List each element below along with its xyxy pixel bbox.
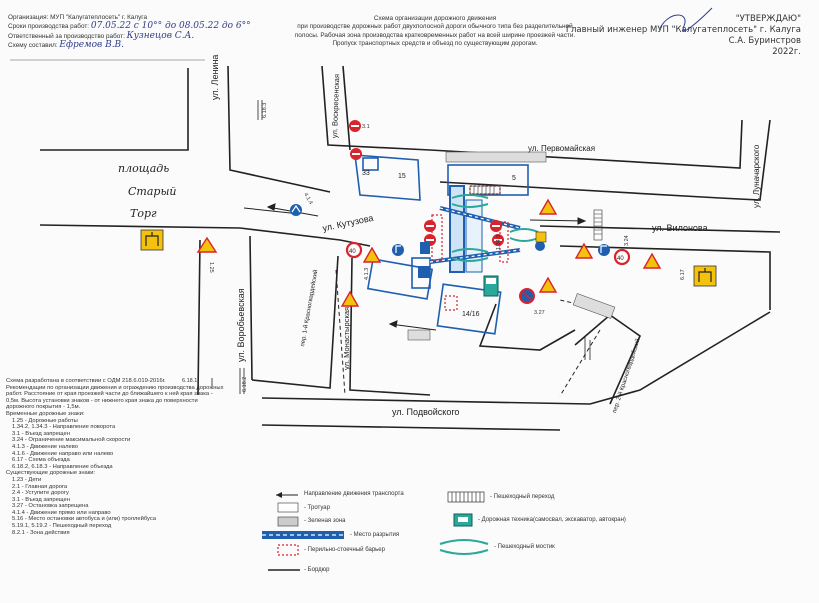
legend-bridge: - Пешеходный мостик (494, 544, 555, 550)
code-3-24: 3.24 (624, 235, 630, 246)
street-krasnogvard-2: пер. 2-й Красногвардейский (612, 338, 642, 414)
signature (660, 8, 712, 31)
dates-value: 07.05.22 с 10°° до 08.05.22 до 6°° (90, 21, 251, 32)
legend-machine: - Дорожная техника(самосвал, экскаватор, автокран) (478, 517, 626, 523)
square-line-2: Старый (128, 185, 177, 198)
notes (6, 378, 226, 536)
legend-barrier: - Перильно-стоечный барьер (304, 547, 385, 553)
notes-standard: Схема разработана в соответствии с ОДМ 218.6.019-2016г. (6, 378, 166, 384)
notes-temp-6: 6.17 - Схема объезда (12, 457, 70, 464)
legend-dig: - Место разрытия (350, 532, 400, 538)
notes-temp-2: 3.1 - Въезд запрещен (12, 430, 70, 437)
building-14-16: 14/16 (462, 311, 480, 318)
street-voskresenskaya: ул. Воскресенская (330, 73, 342, 139)
notes-exist-0: 1.23 - Дети (12, 476, 42, 483)
notes-exist-title: Существующие дорожные знаки: (6, 470, 96, 477)
notes-temp-3: 3.24 - Ограничение максимальной скорости (12, 437, 131, 444)
notes-exist-8: 8.2.1 - Зона действия (12, 529, 70, 536)
notes-exist-7: 5.19.1, 5.19.2 - Пешеходный переход (12, 523, 112, 530)
approver-position: Главный инженер МУП "Калугатеплосеть" г. Калуга (565, 25, 801, 35)
notes-exist-2: 2.4 - Уступите дорогу (12, 490, 69, 497)
notes-exist-1: 2.1 - Главная дорога (12, 483, 68, 490)
notes-temp-7: 6.18.2, 6.18.3 - Направление объезда (12, 463, 113, 470)
legend-sidewalk: - Тротуар (304, 505, 330, 511)
code-1-25: 1.25 (208, 262, 214, 273)
machinery (484, 276, 498, 296)
code-6-18-3: 6.18.3 (262, 102, 268, 118)
notes-exist-5: 4.1.4 - Движение прямо или направо (12, 509, 111, 516)
notes-temp-5: 4.1.6 - Движение направо или налево (12, 450, 114, 457)
approve-label: "УТВЕРЖДАЮ" (735, 14, 801, 24)
legend-green: - Зеленая зона (304, 518, 346, 524)
code-4-1-4: 4.1.4 (302, 192, 314, 206)
street-kutuzova: ул. Кутузова (321, 212, 375, 234)
dates-label: Сроки производства работ: (8, 23, 90, 31)
code-6-17: 6.17 (680, 269, 686, 280)
responsible-value: Кузнецов С.А. (126, 30, 195, 41)
legend-direction: Направление движения транспорта (304, 491, 404, 497)
street-lunacharskogo: ул. Луначарского (752, 144, 761, 208)
building-5: 5 (512, 175, 516, 182)
building-15: 15 (398, 173, 406, 180)
notes-exist-6: 5.16 - Место остановки автобуса и (или) троллейбуса (12, 516, 156, 523)
legend-symbols (262, 492, 488, 570)
work-zone (430, 186, 602, 310)
approve-year: 2022г. (772, 47, 801, 57)
legend-curb: - Бордюр (304, 567, 330, 573)
street-podvoyskogo: ул. Подвойского (392, 407, 460, 417)
svg-text:40: 40 (349, 249, 356, 255)
author-label: Схему составил: (8, 42, 58, 50)
legend-crossing: - Пешеходный переход (490, 494, 555, 500)
scheme-text-1: при производстве дорожных работ двухполосной дороги обычного типа без разделительной полосы. Рабочая зона производства кратковременных работ на всей ширине проезжей части. (294, 23, 576, 39)
street-vorobyevskaya: ул. Воробьевская (236, 288, 246, 362)
notes-temp-0: 1.25 - Дорожные работы (12, 417, 78, 424)
author-value: Ефремов В.В. (59, 40, 125, 51)
notes-exist-4: 3.27 - Остановка запрещена (12, 503, 89, 510)
street-pervomayskaya: ул. Первомайская (528, 144, 596, 153)
svg-text:40: 40 (617, 256, 624, 262)
code-3-27: 3.27 (534, 310, 545, 316)
scheme-title: Схема организации дорожного движения (373, 15, 497, 22)
code-1-34-3: 1.34.3 (496, 234, 502, 250)
org-line: Организация: МУП "Калугатеплосеть" г. Калуга (8, 14, 148, 21)
notes-recommendations: Рекомендации по организации движения и ограждению производства дорожных работ. Расстояние от края проезжей части до ближайшего к ней края знака - 0,5м. Высота установки знаков - от нижнего края знака до поверхности дорожного покрытия - 1,5м. (6, 384, 224, 411)
notes-temp-4: 4.1.3 - Движение налево (12, 443, 78, 450)
street-krasnogvard-1: пер. 1-й Красногвардейский (300, 269, 320, 348)
street-lenina: ул. Ленина (210, 54, 220, 100)
notes-exist-3: 3.1 - Въезд запрещен (12, 496, 70, 503)
square-line-3: Торг (130, 207, 157, 220)
building-33: 33 (362, 170, 370, 177)
scheme-text-2: Пропуск транспортных средств и объезд по существующим дорогам. (332, 40, 538, 48)
code-6-18-1: 6.18.1 (182, 378, 198, 384)
code-6-18-2: 6.18.2 (242, 376, 248, 392)
notes-temp-1: 1.34.2, 1.34.3 - Направление поворота (12, 424, 116, 431)
street-vilonova: ул. Вилонова (652, 223, 708, 233)
code-4-1-3: 4.1.3 (364, 267, 370, 280)
approver-name: С.А. Буринстров (728, 36, 801, 46)
square-line-1: площадь (118, 162, 170, 175)
street-monastyrskaya: ул. Монастырская (342, 306, 351, 370)
notes-temp-title: Временные дорожные знаки: (6, 410, 85, 417)
responsible-label: Ответственный за производство работ: (8, 32, 125, 40)
code-3-1: 3.1 (362, 124, 370, 130)
